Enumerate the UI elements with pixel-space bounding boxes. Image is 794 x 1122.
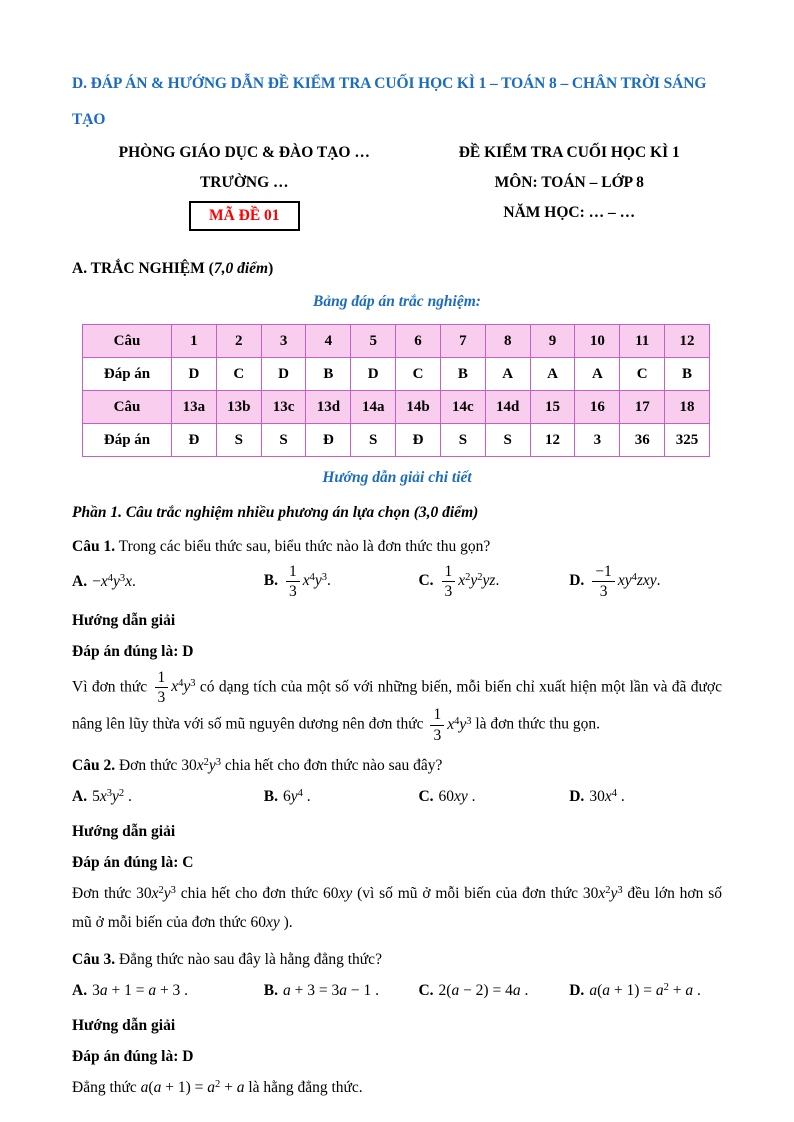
question-1-statement: Trong các biểu thức sau, biểu thức nào là đơn thức thu gọn? bbox=[115, 538, 491, 555]
solutions-caption: Hướng dẫn giải chi tiết bbox=[322, 469, 472, 486]
question-2-explanation: Đơn thức $30x^2y^3$ chia hết cho đơn thức 60xy (vì số mũ ở mỗi biến của đơn thức $30x^2y^3$ đều lớn hơn số mũ ở mỗi biến của đơn thức 60xy ). bbox=[72, 885, 722, 932]
table-cell: A bbox=[530, 358, 575, 391]
table-cell: 3 bbox=[261, 325, 306, 358]
math-expression: $\frac{1}{3}$ $x^4y^3$ bbox=[427, 716, 471, 733]
option-d-label: D. bbox=[569, 572, 585, 590]
option-d bbox=[569, 563, 722, 601]
school-line: TRƯỜNG … bbox=[199, 174, 289, 191]
option-b bbox=[264, 563, 419, 601]
option-d-label: D. bbox=[569, 982, 585, 1000]
question-3-guide-heading: Hướng dẫn giải bbox=[72, 1017, 176, 1035]
question-2-text bbox=[72, 753, 722, 779]
table-cell: 18 bbox=[665, 391, 710, 424]
table-cell: D bbox=[172, 358, 217, 391]
math-expression: $\frac{1}{3}$ $x^4y^3$ bbox=[152, 678, 196, 695]
table-row bbox=[83, 391, 710, 424]
table-cell: 325 bbox=[665, 424, 710, 457]
option-d bbox=[569, 982, 722, 1000]
table-row bbox=[83, 358, 710, 391]
table-cell: S bbox=[261, 424, 306, 457]
question-1 bbox=[72, 534, 722, 744]
row-label: Câu bbox=[83, 325, 172, 358]
question-3-label: Câu 3. bbox=[72, 951, 116, 969]
row-label: Đáp án bbox=[83, 358, 172, 391]
table-cell: C bbox=[620, 358, 665, 391]
table-cell: 14b bbox=[396, 391, 441, 424]
row-label: Câu bbox=[83, 391, 172, 424]
option-c-math: 60xy . bbox=[438, 788, 476, 806]
table-cell: 15 bbox=[530, 391, 575, 424]
fraction: $\frac{1}{3}$ bbox=[286, 563, 300, 601]
question-1-answer-line: Đáp án đúng là: D bbox=[72, 642, 194, 660]
table-cell: 4 bbox=[306, 325, 351, 358]
table-cell: B bbox=[665, 358, 710, 391]
table-cell: S bbox=[351, 424, 396, 457]
question-2-label: Câu 2. bbox=[72, 757, 116, 775]
question-3-explanation: Đẳng thức $a(a + 1) = a^2 + a$ là hằng đẳng thức. bbox=[72, 1079, 363, 1097]
exam-title-line: ĐỀ KIỂM TRA CUỐI HỌC KÌ 1 bbox=[458, 144, 680, 161]
question-3 bbox=[72, 947, 722, 1103]
option-c-label: C. bbox=[418, 982, 434, 1000]
document-title: D. ĐÁP ÁN & HƯỚNG DẪN ĐỀ KIỂM TRA CUỐI HỌC KÌ 1 – TOÁN 8 – CHÂN TRỜI SÁNG TẠO bbox=[72, 75, 707, 128]
option-b-label: B. bbox=[263, 982, 278, 1000]
answer-table-caption: Bảng đáp án trắc nghiệm: bbox=[313, 293, 481, 310]
table-cell: 13b bbox=[216, 391, 261, 424]
question-3-statement: Đẳng thức nào sau đây là hằng đẳng thức? bbox=[115, 951, 382, 969]
question-3-text bbox=[72, 947, 722, 973]
table-cell: 6 bbox=[396, 325, 441, 358]
table-cell: 8 bbox=[485, 325, 530, 358]
table-cell: S bbox=[440, 424, 485, 457]
table-cell: A bbox=[485, 358, 530, 391]
table-cell: 36 bbox=[620, 424, 665, 457]
exam-code-badge: MÃ ĐỀ 01 bbox=[189, 201, 300, 231]
option-a-math: $-x^4y^3x$. bbox=[92, 572, 136, 590]
fraction: $\frac{1}{3}$ bbox=[442, 563, 456, 601]
option-c-label: C. bbox=[418, 572, 434, 590]
option-b bbox=[264, 982, 419, 1000]
table-cell: 12 bbox=[530, 424, 575, 457]
option-d-math: $30x^4$ . bbox=[589, 788, 625, 806]
option-b bbox=[264, 788, 419, 806]
table-cell: 3 bbox=[575, 424, 620, 457]
row-label: Đáp án bbox=[83, 424, 172, 457]
option-c-math: $\frac{1}{3}$ $x^2y^2yz$. bbox=[439, 572, 500, 589]
option-b-math: $\frac{1}{3}$ $x^4y^3$. bbox=[283, 572, 331, 589]
question-1-text bbox=[72, 534, 722, 560]
option-a-label: A. bbox=[72, 982, 88, 1000]
school-year-line: NĂM HỌC: … – … bbox=[503, 204, 636, 221]
question-1-label: Câu 1. bbox=[72, 538, 116, 555]
option-d-math: $\frac{-1}{3}$ $xy^4zxy$. bbox=[589, 572, 660, 589]
table-cell: 1 bbox=[172, 325, 217, 358]
exam-code-row bbox=[72, 198, 417, 231]
table-cell: 13a bbox=[172, 391, 217, 424]
table-cell: 14d bbox=[485, 391, 530, 424]
question-1-guide-heading: Hướng dẫn giải bbox=[72, 611, 176, 629]
question-1-explanation: Vì đơn thức $\frac{1}{3}$ $x^4y^3$ có dạng tích của một số với những biến, mỗi biến chỉ xuất hiện một lần và đã được nâng lên lũy thừa với số mũ nguyên dương nên đơn thức $\frac{1}{3}$ $x^4y^3$ là đơn thức thu gọn. bbox=[72, 668, 722, 744]
table-cell: B bbox=[440, 358, 485, 391]
table-cell: Đ bbox=[306, 424, 351, 457]
option-a-math: 3a + 1 = a + 3 . bbox=[92, 982, 189, 1000]
table-cell: D bbox=[351, 358, 396, 391]
fraction: $\frac{1}{3}$ bbox=[155, 669, 169, 707]
table-cell: 9 bbox=[530, 325, 575, 358]
answer-table bbox=[82, 324, 710, 457]
question-2-statement: Đơn thức $30x^2y^3$ chia hết cho đơn thức nào sau đây? bbox=[115, 757, 443, 775]
header-right bbox=[417, 138, 723, 231]
fraction: $\frac{1}{3}$ bbox=[430, 706, 444, 744]
table-cell: 17 bbox=[620, 391, 665, 424]
table-cell: A bbox=[575, 358, 620, 391]
table-cell: 10 bbox=[575, 325, 620, 358]
exam-header bbox=[72, 138, 722, 231]
option-a-label: A. bbox=[72, 572, 88, 590]
question-1-options bbox=[72, 563, 722, 601]
section-a-heading bbox=[72, 257, 722, 281]
question-2-guide-heading: Hướng dẫn giải bbox=[72, 823, 176, 841]
table-cell: S bbox=[485, 424, 530, 457]
subject-line: MÔN: TOÁN – LỚP 8 bbox=[494, 174, 644, 191]
math-expression: 60xy bbox=[250, 914, 280, 932]
option-b-label: B. bbox=[263, 572, 278, 590]
part1-heading: Phần 1. Câu trắc nghiệm nhiều phương án lựa chọn (3,0 điểm) bbox=[72, 504, 479, 521]
table-cell: 7 bbox=[440, 325, 485, 358]
question-2 bbox=[72, 753, 722, 938]
option-c-math: 2(a − 2) = 4a . bbox=[438, 982, 529, 1000]
table-cell: 12 bbox=[665, 325, 710, 358]
option-c bbox=[418, 788, 569, 806]
table-cell: 14a bbox=[351, 391, 396, 424]
option-a bbox=[72, 788, 264, 806]
option-c bbox=[418, 563, 569, 601]
table-row bbox=[83, 325, 710, 358]
table-cell: 14c bbox=[440, 391, 485, 424]
table-cell: 16 bbox=[575, 391, 620, 424]
math-expression: $30x^2y^3$ bbox=[582, 885, 623, 903]
option-a-math: $5x^3y^2$ . bbox=[92, 788, 132, 806]
question-3-options bbox=[72, 976, 722, 1006]
option-c bbox=[418, 982, 569, 1000]
option-b-label: B. bbox=[263, 788, 278, 806]
table-row bbox=[83, 424, 710, 457]
table-cell: 11 bbox=[620, 325, 665, 358]
option-d-math: $a(a + 1) = a^2 + a$ . bbox=[589, 982, 701, 1000]
section-a-heading-main: A. TRẮC NGHIỆM ( bbox=[72, 260, 214, 277]
option-a bbox=[72, 982, 264, 1000]
table-cell: Đ bbox=[396, 424, 441, 457]
question-3-answer-line: Đáp án đúng là: D bbox=[72, 1048, 194, 1066]
math-expression: $30x^2y^3$ bbox=[181, 757, 221, 775]
table-cell: C bbox=[216, 358, 261, 391]
math-expression: $a(a + 1) = a^2 + a$ bbox=[140, 1079, 245, 1097]
table-cell: 13d bbox=[306, 391, 351, 424]
table-cell: S bbox=[216, 424, 261, 457]
header-left bbox=[72, 138, 417, 231]
section-a-heading-points: 7,0 điểm bbox=[213, 260, 269, 277]
fraction: $\frac{-1}{3}$ bbox=[592, 563, 615, 601]
option-b-math: a + 3 = 3a − 1 . bbox=[282, 982, 379, 1000]
table-cell: 2 bbox=[216, 325, 261, 358]
table-cell: 13c bbox=[261, 391, 306, 424]
math-expression: $30x^2y^3$ bbox=[136, 885, 176, 903]
table-cell: 5 bbox=[351, 325, 396, 358]
option-a-label: A. bbox=[72, 788, 88, 806]
option-d-label: D. bbox=[569, 788, 585, 806]
section-a-heading-close: ) bbox=[268, 260, 274, 277]
table-cell: C bbox=[396, 358, 441, 391]
math-expression: 60xy bbox=[323, 885, 353, 903]
table-cell: D bbox=[261, 358, 306, 391]
option-a bbox=[72, 573, 264, 591]
question-2-answer-line: Đáp án đúng là: C bbox=[72, 854, 194, 872]
option-b-math: $6y^4$ . bbox=[282, 788, 311, 806]
table-cell: Đ bbox=[172, 424, 217, 457]
question-2-options bbox=[72, 782, 722, 812]
table-cell: B bbox=[306, 358, 351, 391]
department-line: PHÒNG GIÁO DỤC & ĐÀO TẠO … bbox=[118, 144, 370, 161]
option-d bbox=[569, 788, 722, 806]
option-c-label: C. bbox=[418, 788, 434, 806]
